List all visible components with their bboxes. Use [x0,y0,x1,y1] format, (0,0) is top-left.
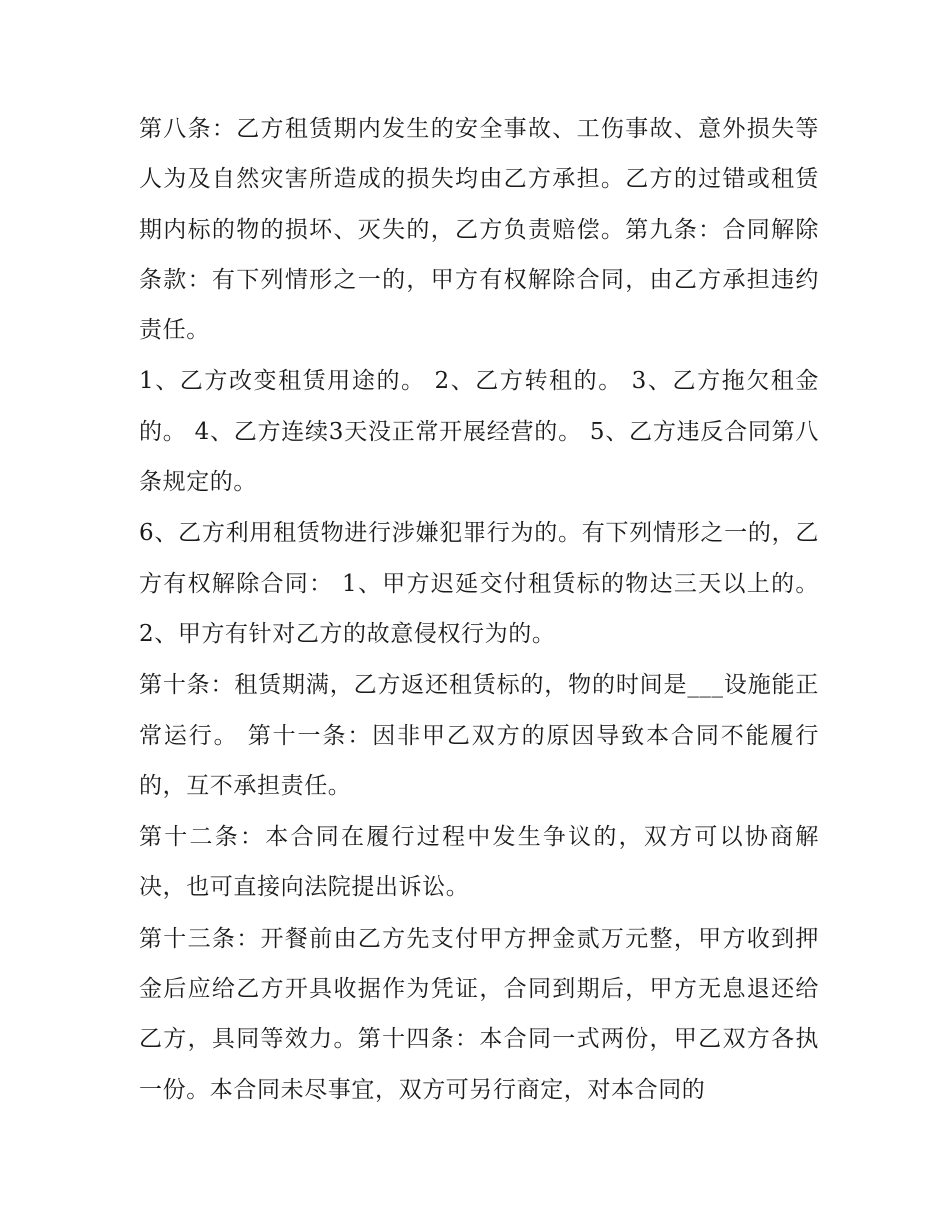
paragraph-article-13-14: 第十三条：开餐前由乙方先支付甲方押金贰万元整，甲方收到押金后应给乙方开具收据作为凭证，合同到期后，甲方无息退还给乙方，具同等效力。第十四条：本合同一式两份，甲乙双方各执一份。本合同未尽事宜，双方可另行商定，对本合同的 [139,925,819,1103]
paragraph-article-12: 第十二条：本合同在履行过程中发生争议的，双方可以协商解决，也可直接向法院提出诉讼。 [139,824,819,901]
paragraph-article-8-9: 第八条：乙方租赁期内发生的安全事故、工伤事故、意外损失等人为及自然灾害所造成的损失均由乙方承担。乙方的过错或租赁期内标的物的损坏、灭失的，乙方负责赔偿。第九条：合同解除条款：有下列情形之一的，甲方有权解除合同，由乙方承担违约责任。 [139,116,819,344]
paragraph-article-10-11: 第十条：租赁期满，乙方返还租赁标的，物的时间是___设施能正常运行。 第十一条：因非甲乙双方的原因导致本合同不能履行的，互不承担责任。 [139,672,819,799]
document-body [139,104,819,1116]
paragraph-clauses-1-5: 1、乙方改变租赁用途的。 2、乙方转租的。 3、乙方拖欠租金的。 4、乙方连续3天没正常开展经营的。 5、乙方违反合同第八条规定的。 [139,368,819,496]
paragraph-clause-6: 6、乙方利用租赁物进行涉嫌犯罪行为的。有下列情形之一的，乙方有权解除合同： 1、甲方迟延交付租赁标的物达三天以上的。 2、甲方有针对乙方的故意侵权行为的。 [139,520,819,647]
